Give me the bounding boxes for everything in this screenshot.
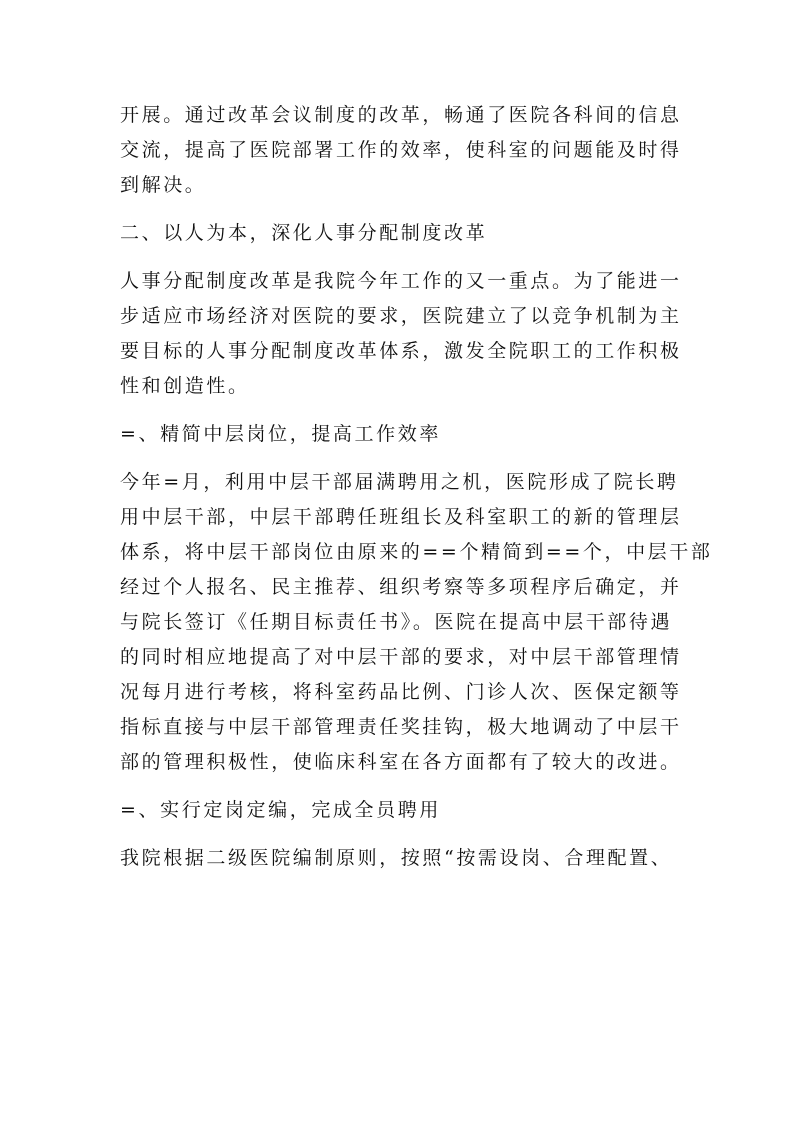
paragraph-reform-meeting bbox=[120, 98, 682, 203]
paragraph-gap bbox=[120, 404, 676, 417]
text-line: 况每月进行考核，将科室药品比例、门诊人次、医保定额等 bbox=[120, 681, 682, 703]
text-line: 我院根据二级医院编制原则，按照“按需设岗、合理配置、 bbox=[120, 847, 673, 869]
text-line: 到解决。 bbox=[120, 174, 207, 196]
section-heading-streamline-positions bbox=[120, 417, 676, 452]
text-line: 指标直接与中层干部管理责任奖挂钩，极大地调动了中层干 bbox=[120, 716, 682, 738]
text-line: 用中层干部，中层干部聘任班组长及科室职工的新的管理层 bbox=[120, 506, 682, 528]
paragraph-gap bbox=[120, 251, 676, 264]
paragraph-gap bbox=[120, 780, 676, 793]
section-heading-fixed-posts bbox=[120, 793, 676, 828]
text-line: 要目标的人事分配制度改革体系，激发全院职工的工作积极 bbox=[120, 340, 682, 362]
heading-line: =、实行定岗定编，完成全员聘用 bbox=[120, 799, 441, 821]
paragraph-gap bbox=[120, 203, 676, 216]
document-body bbox=[120, 98, 713, 876]
text-line: 与院长签订《任期目标责任书》。医院在提高中层干部待遇 bbox=[120, 611, 673, 633]
paragraph-fixed-posts bbox=[120, 841, 676, 876]
text-line: 今年=月，利用中层干部届满聘用之机，医院形成了院长聘 bbox=[120, 471, 679, 493]
text-line: 开展。通过改革会议制度的改革，畅通了医院各科间的信息 bbox=[120, 104, 682, 126]
text-line: 的同时相应地提高了对中层干部的要求，对中层干部管理情 bbox=[120, 646, 682, 668]
heading-line: =、精简中层岗位，提高工作效率 bbox=[120, 423, 441, 445]
text-line: 人事分配制度改革是我院今年工作的又一重点。为了能进一 bbox=[120, 270, 682, 292]
section-heading-personnel-reform bbox=[120, 216, 676, 251]
text-line: 体系，将中层干部岗位由原来的==个精简到==个，中层干部 bbox=[120, 541, 713, 563]
text-line: 交流，提高了医院部署工作的效率，使科室的问题能及时得 bbox=[120, 139, 682, 161]
paragraph-gap bbox=[120, 828, 676, 841]
paragraph-personnel-reform bbox=[120, 264, 682, 404]
paragraph-gap bbox=[120, 452, 676, 465]
text-line: 步适应市场经济对医院的要求，医院建立了以竞争机制为主 bbox=[120, 305, 682, 327]
text-line: 性和创造性。 bbox=[120, 375, 250, 397]
text-line: 部的管理积极性，使临床科室在各方面都有了较大的改进。 bbox=[120, 751, 682, 773]
paragraph-streamline-positions bbox=[120, 465, 713, 780]
text-line: 经过个人报名、民主推荐、组织考察等多项程序后确定，并 bbox=[120, 576, 682, 598]
heading-line: 二、以人为本，深化人事分配制度改革 bbox=[120, 222, 488, 244]
